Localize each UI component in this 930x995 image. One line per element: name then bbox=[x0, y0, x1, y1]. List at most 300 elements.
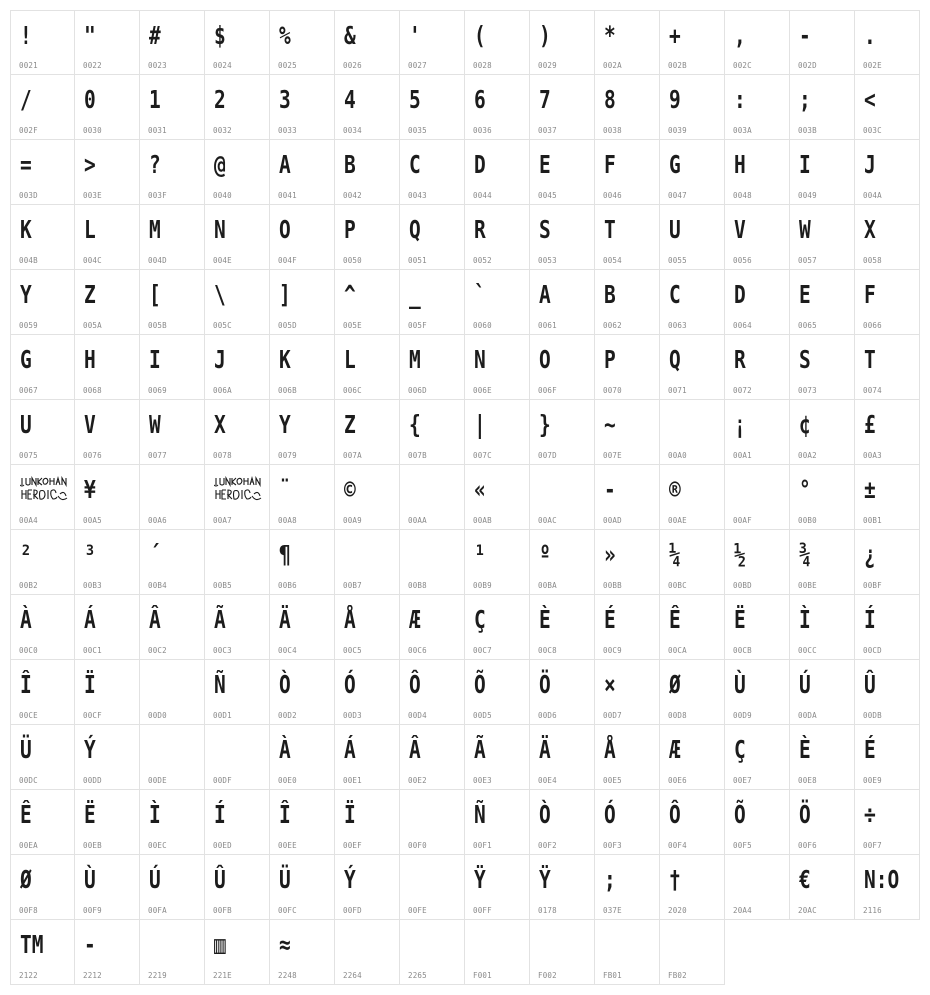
glyph-codepoint: 00E4 bbox=[538, 776, 557, 785]
glyph-cell bbox=[595, 660, 660, 725]
glyph-cell bbox=[725, 725, 790, 790]
glyph-codepoint: 00BE bbox=[798, 581, 817, 590]
glyph-codepoint: 00ED bbox=[213, 841, 232, 850]
glyph-codepoint: 0054 bbox=[603, 256, 622, 265]
glyph-cell bbox=[595, 465, 660, 530]
glyph-codepoint: 00DB bbox=[863, 711, 882, 720]
glyph-cell bbox=[10, 270, 75, 335]
glyph-cell bbox=[660, 530, 725, 595]
glyph-codepoint: 007E bbox=[603, 451, 622, 460]
glyph-cell bbox=[855, 530, 920, 595]
glyph-cell bbox=[140, 660, 205, 725]
glyph-codepoint: 2264 bbox=[343, 971, 362, 980]
glyph-codepoint: 006F bbox=[538, 386, 557, 395]
glyph-codepoint: 00B1 bbox=[863, 516, 882, 525]
glyph-codepoint: 0074 bbox=[863, 386, 882, 395]
glyph-codepoint: 004F bbox=[278, 256, 297, 265]
glyph-codepoint: 00B4 bbox=[148, 581, 167, 590]
glyph-codepoint: 00F5 bbox=[733, 841, 752, 850]
glyph-cell bbox=[140, 920, 205, 985]
glyph-codepoint: 0065 bbox=[798, 321, 817, 330]
glyph-char: Ý bbox=[344, 865, 356, 894]
glyph-char: F bbox=[864, 280, 876, 309]
glyph-codepoint: 00F6 bbox=[798, 841, 817, 850]
glyph-cell bbox=[725, 595, 790, 660]
glyph-codepoint: 00EE bbox=[278, 841, 297, 850]
glyph-cell bbox=[530, 790, 595, 855]
glyph-char: 4 bbox=[344, 85, 356, 114]
glyph-codepoint: 00D4 bbox=[408, 711, 427, 720]
glyph-codepoint: 00CC bbox=[798, 646, 817, 655]
glyph-char: A bbox=[279, 150, 291, 179]
glyph-codepoint: 00B9 bbox=[473, 581, 492, 590]
glyph-char: " bbox=[84, 21, 96, 50]
glyph-cell bbox=[465, 205, 530, 270]
glyph-cell bbox=[855, 205, 920, 270]
glyph-codepoint: 0068 bbox=[83, 386, 102, 395]
glyph-cell bbox=[140, 335, 205, 400]
glyph-codepoint: 00E7 bbox=[733, 776, 752, 785]
glyph-codepoint: 00BB bbox=[603, 581, 622, 590]
glyph-char: Ù bbox=[84, 865, 96, 894]
glyph-codepoint: 0069 bbox=[148, 386, 167, 395]
glyph-codepoint: 00CF bbox=[83, 711, 102, 720]
glyph-codepoint: 00AB bbox=[473, 516, 492, 525]
glyph-codepoint: 2116 bbox=[863, 906, 882, 915]
glyph-char: ? bbox=[149, 150, 161, 179]
glyph-codepoint: 2265 bbox=[408, 971, 427, 980]
glyph-codepoint: 0061 bbox=[538, 321, 557, 330]
glyph-cell bbox=[75, 855, 140, 920]
glyph-cell bbox=[10, 140, 75, 205]
glyph-codepoint: 0023 bbox=[148, 61, 167, 70]
glyph-char: Ü bbox=[20, 735, 32, 764]
glyph-cell bbox=[140, 725, 205, 790]
glyph-cell bbox=[205, 595, 270, 660]
glyph-codepoint: 2122 bbox=[19, 971, 38, 980]
glyph-char: † bbox=[669, 865, 681, 894]
glyph-cell bbox=[725, 335, 790, 400]
glyph-codepoint: 00F2 bbox=[538, 841, 557, 850]
glyph-codepoint: 0075 bbox=[19, 451, 38, 460]
glyph-cell bbox=[855, 335, 920, 400]
glyph-codepoint: 0051 bbox=[408, 256, 427, 265]
glyph-codepoint: 00F3 bbox=[603, 841, 622, 850]
glyph-codepoint: 00D3 bbox=[343, 711, 362, 720]
glyph-codepoint: 0031 bbox=[148, 126, 167, 135]
glyph-cell bbox=[400, 465, 465, 530]
glyph-char: D bbox=[734, 280, 746, 309]
glyph-cell bbox=[140, 205, 205, 270]
glyph-cell bbox=[660, 790, 725, 855]
glyph-cell bbox=[530, 140, 595, 205]
glyph-char: » bbox=[604, 540, 616, 569]
glyph-char: Ò bbox=[279, 670, 291, 699]
glyph-codepoint: 0178 bbox=[538, 906, 557, 915]
glyph-cell bbox=[270, 140, 335, 205]
glyph-char: Ô bbox=[669, 800, 681, 829]
glyph-char: A bbox=[539, 280, 551, 309]
glyph-codepoint: 00C6 bbox=[408, 646, 427, 655]
glyph-char: W bbox=[799, 215, 811, 244]
glyph-cell bbox=[205, 10, 270, 75]
glyph-cell bbox=[335, 530, 400, 595]
glyph-codepoint: 0039 bbox=[668, 126, 687, 135]
glyph-cell bbox=[10, 530, 75, 595]
glyph-cell bbox=[10, 10, 75, 75]
glyph-cell bbox=[75, 660, 140, 725]
glyph-cell bbox=[595, 270, 660, 335]
glyph-codepoint: 00FC bbox=[278, 906, 297, 915]
glyph-cell bbox=[855, 595, 920, 660]
glyph-char: Ä bbox=[539, 735, 551, 764]
glyph-char: - bbox=[799, 21, 811, 50]
glyph-codepoint: 00BA bbox=[538, 581, 557, 590]
glyph-codepoint: 002D bbox=[798, 61, 817, 70]
glyph-cell bbox=[855, 725, 920, 790]
glyph-char: Á bbox=[84, 605, 96, 634]
glyph-cell bbox=[465, 595, 530, 660]
glyph-codepoint: 003D bbox=[19, 191, 38, 200]
glyph-cell bbox=[660, 920, 725, 985]
glyph-cell bbox=[855, 465, 920, 530]
glyph-char: À bbox=[279, 735, 291, 764]
glyph-cell bbox=[465, 400, 530, 465]
glyph-char: ¡ bbox=[734, 410, 746, 439]
glyph-cell bbox=[205, 530, 270, 595]
glyph-char: ¼ bbox=[669, 540, 681, 569]
glyph-char: Q bbox=[409, 215, 421, 244]
glyph-cell bbox=[335, 335, 400, 400]
glyph-cell bbox=[790, 790, 855, 855]
glyph-cell bbox=[270, 400, 335, 465]
glyph-cell bbox=[465, 140, 530, 205]
glyph-cell bbox=[465, 75, 530, 140]
glyph-codepoint: 2219 bbox=[148, 971, 167, 980]
glyph-codepoint: 00C4 bbox=[278, 646, 297, 655]
glyph-char: { bbox=[409, 410, 421, 439]
glyph-codepoint: 005B bbox=[148, 321, 167, 330]
glyph-codepoint: 0021 bbox=[19, 61, 38, 70]
glyph-cell bbox=[140, 400, 205, 465]
glyph-char: ÷ bbox=[864, 800, 876, 829]
glyph-cell bbox=[140, 465, 205, 530]
glyph-char: @ bbox=[214, 150, 226, 179]
glyph-codepoint: 00AA bbox=[408, 516, 427, 525]
glyph-char: Ï bbox=[344, 800, 356, 829]
glyph-codepoint: 0046 bbox=[603, 191, 622, 200]
glyph-char: G bbox=[20, 345, 32, 374]
glyph-cell bbox=[725, 660, 790, 725]
glyph-codepoint: 00B5 bbox=[213, 581, 232, 590]
glyph-codepoint: 004A bbox=[863, 191, 882, 200]
glyph-char: Å bbox=[344, 605, 356, 634]
glyph-codepoint: 00DA bbox=[798, 711, 817, 720]
glyph-char: ± bbox=[864, 475, 876, 504]
glyph-codepoint: 005E bbox=[343, 321, 362, 330]
glyph-codepoint: 00DD bbox=[83, 776, 102, 785]
glyph-cell bbox=[530, 725, 595, 790]
glyph-cell bbox=[205, 400, 270, 465]
glyph-codepoint: 00D9 bbox=[733, 711, 752, 720]
glyph-char: Ö bbox=[799, 800, 811, 829]
glyph-cell bbox=[595, 10, 660, 75]
glyph-cell bbox=[75, 920, 140, 985]
glyph-cell bbox=[660, 205, 725, 270]
glyph-char: R bbox=[734, 345, 746, 374]
glyph-cell bbox=[400, 400, 465, 465]
glyph-codepoint: 0076 bbox=[83, 451, 102, 460]
glyph-codepoint: 007C bbox=[473, 451, 492, 460]
glyph-char: ° bbox=[799, 475, 811, 504]
glyph-char: ¨ bbox=[279, 475, 291, 504]
glyph-char: Z bbox=[84, 280, 96, 309]
glyph-char: : bbox=[734, 85, 746, 114]
glyph-cell bbox=[270, 725, 335, 790]
glyph-char: Ã bbox=[214, 605, 226, 634]
glyph-codepoint: 00FE bbox=[408, 906, 427, 915]
glyph-codepoint: 00EB bbox=[83, 841, 102, 850]
glyph-cell bbox=[400, 140, 465, 205]
glyph-codepoint: 0050 bbox=[343, 256, 362, 265]
glyph-cell bbox=[140, 790, 205, 855]
glyph-char: W bbox=[149, 410, 161, 439]
glyph-codepoint: 00D6 bbox=[538, 711, 557, 720]
glyph-codepoint: 00FD bbox=[343, 906, 362, 915]
glyph-char: Y bbox=[279, 410, 291, 439]
glyph-cell bbox=[75, 335, 140, 400]
glyph-char: V bbox=[734, 215, 746, 244]
glyph-codepoint: 0026 bbox=[343, 61, 362, 70]
glyph-codepoint: 00DC bbox=[19, 776, 38, 785]
glyph-char: ) bbox=[539, 21, 551, 50]
glyph-char: U bbox=[20, 410, 32, 439]
glyph-cell bbox=[725, 75, 790, 140]
glyph-codepoint: 0070 bbox=[603, 386, 622, 395]
glyph-cell bbox=[75, 790, 140, 855]
glyph-cell bbox=[205, 75, 270, 140]
glyph-char: . bbox=[864, 21, 876, 50]
glyph-cell bbox=[75, 205, 140, 270]
glyph-cell bbox=[530, 920, 595, 985]
glyph-cell bbox=[270, 920, 335, 985]
glyph-char: Á bbox=[344, 735, 356, 764]
glyph-cell bbox=[595, 205, 660, 270]
glyph-char: É bbox=[864, 735, 876, 764]
glyph-cell bbox=[270, 855, 335, 920]
glyph-cell bbox=[790, 725, 855, 790]
glyph-codepoint: 00AC bbox=[538, 516, 557, 525]
glyph-char: = bbox=[20, 150, 32, 179]
glyph-cell bbox=[75, 725, 140, 790]
glyph-char: U bbox=[669, 215, 681, 244]
glyph-codepoint: 0063 bbox=[668, 321, 687, 330]
glyph-char: ▥ bbox=[214, 930, 226, 959]
glyph-codepoint: 0071 bbox=[668, 386, 687, 395]
glyph-cell bbox=[465, 530, 530, 595]
glyph-codepoint: 00F0 bbox=[408, 841, 427, 850]
glyph-codepoint: 00B8 bbox=[408, 581, 427, 590]
glyph-codepoint: 00A8 bbox=[278, 516, 297, 525]
glyph-cell bbox=[530, 335, 595, 400]
glyph-codepoint: 003A bbox=[733, 126, 752, 135]
glyph-cell bbox=[595, 920, 660, 985]
glyph-char: Ï bbox=[84, 670, 96, 699]
glyph-char: N bbox=[474, 345, 486, 374]
glyph-cell bbox=[205, 465, 270, 530]
glyph-char: Ç bbox=[734, 735, 746, 764]
glyph-cell bbox=[725, 400, 790, 465]
glyph-char: ^ bbox=[344, 280, 356, 309]
glyph-char: Ø bbox=[20, 865, 32, 894]
glyph-char: Ÿ bbox=[539, 865, 551, 894]
glyph-cell bbox=[140, 140, 205, 205]
glyph-codepoint: 00F8 bbox=[19, 906, 38, 915]
glyph-cell bbox=[140, 10, 205, 75]
glyph-cell bbox=[855, 75, 920, 140]
glyph-cell bbox=[400, 530, 465, 595]
glyph-char: S bbox=[539, 215, 551, 244]
glyph-codepoint: 0022 bbox=[83, 61, 102, 70]
glyph-cell bbox=[140, 855, 205, 920]
glyph-codepoint: 0041 bbox=[278, 191, 297, 200]
glyph-cell bbox=[335, 660, 400, 725]
glyph-char: Í bbox=[214, 800, 226, 829]
glyph-cell bbox=[465, 790, 530, 855]
glyph-codepoint: 0033 bbox=[278, 126, 297, 135]
glyph-cell bbox=[335, 465, 400, 530]
glyph-char: º bbox=[539, 540, 551, 569]
glyph-char: I bbox=[799, 150, 811, 179]
glyph-cell bbox=[855, 400, 920, 465]
glyph-codepoint: 221E bbox=[213, 971, 232, 980]
glyph-codepoint: 0073 bbox=[798, 386, 817, 395]
glyph-char: X bbox=[864, 215, 876, 244]
glyph-char: Í bbox=[864, 605, 876, 634]
glyph-cell bbox=[400, 920, 465, 985]
glyph-char: F bbox=[604, 150, 616, 179]
glyph-cell bbox=[400, 10, 465, 75]
glyph-cell bbox=[790, 660, 855, 725]
glyph-codepoint: 0025 bbox=[278, 61, 297, 70]
glyph-cell bbox=[270, 270, 335, 335]
glyph-cell bbox=[205, 725, 270, 790]
glyph-cell bbox=[790, 75, 855, 140]
glyph-cell bbox=[10, 920, 75, 985]
glyph-char: ` bbox=[474, 280, 486, 309]
glyph-codepoint: 00CE bbox=[19, 711, 38, 720]
glyph-cell bbox=[790, 595, 855, 660]
glyph-codepoint: 0032 bbox=[213, 126, 232, 135]
glyph-cell bbox=[660, 725, 725, 790]
glyph-codepoint: 00A4 bbox=[19, 516, 38, 525]
glyph-char: M bbox=[409, 345, 421, 374]
glyph-codepoint: 0045 bbox=[538, 191, 557, 200]
glyph-codepoint: 0036 bbox=[473, 126, 492, 135]
glyph-cell bbox=[10, 790, 75, 855]
font-logo-image bbox=[20, 474, 68, 509]
glyph-char: Ì bbox=[149, 800, 161, 829]
glyph-cell bbox=[10, 855, 75, 920]
glyph-char: Ì bbox=[799, 605, 811, 634]
glyph-cell bbox=[660, 335, 725, 400]
glyph-codepoint: 00F4 bbox=[668, 841, 687, 850]
glyph-char: X bbox=[214, 410, 226, 439]
glyph-char: Î bbox=[279, 800, 291, 829]
glyph-cell bbox=[855, 855, 920, 920]
glyph-codepoint: 00BF bbox=[863, 581, 882, 590]
glyph-cell bbox=[530, 465, 595, 530]
glyph-cell bbox=[75, 465, 140, 530]
glyph-codepoint: 0034 bbox=[343, 126, 362, 135]
glyph-codepoint: 2248 bbox=[278, 971, 297, 980]
glyph-char: _ bbox=[409, 280, 421, 309]
glyph-char: > bbox=[84, 150, 96, 179]
glyph-codepoint: 00EF bbox=[343, 841, 362, 850]
glyph-char: | bbox=[474, 410, 486, 439]
glyph-cell bbox=[400, 270, 465, 335]
glyph-codepoint: 00C1 bbox=[83, 646, 102, 655]
glyph-codepoint: 00D1 bbox=[213, 711, 232, 720]
glyph-codepoint: 20A4 bbox=[733, 906, 752, 915]
glyph-codepoint: 00AD bbox=[603, 516, 622, 525]
glyph-codepoint: 005C bbox=[213, 321, 232, 330]
glyph-codepoint: 00A1 bbox=[733, 451, 752, 460]
glyph-codepoint: 006A bbox=[213, 386, 232, 395]
glyph-char: * bbox=[604, 21, 616, 50]
glyph-cell bbox=[595, 75, 660, 140]
glyph-char: € bbox=[799, 865, 811, 894]
glyph-cell bbox=[530, 530, 595, 595]
glyph-cell bbox=[10, 465, 75, 530]
glyph-char: Â bbox=[149, 605, 161, 634]
glyph-char: TM bbox=[20, 930, 44, 959]
glyph-char: & bbox=[344, 21, 356, 50]
glyph-codepoint: 0024 bbox=[213, 61, 232, 70]
glyph-cell bbox=[530, 75, 595, 140]
glyph-char: \ bbox=[214, 280, 226, 309]
glyph-codepoint: 00BD bbox=[733, 581, 752, 590]
glyph-codepoint: 002A bbox=[603, 61, 622, 70]
glyph-cell bbox=[335, 920, 400, 985]
glyph-cell bbox=[205, 920, 270, 985]
glyph-codepoint: 00C5 bbox=[343, 646, 362, 655]
glyph-cell bbox=[660, 465, 725, 530]
glyph-codepoint: 20AC bbox=[798, 906, 817, 915]
glyph-codepoint: 005A bbox=[83, 321, 102, 330]
glyph-codepoint: 0053 bbox=[538, 256, 557, 265]
glyph-char: P bbox=[604, 345, 616, 374]
glyph-char: É bbox=[604, 605, 616, 634]
glyph-codepoint: 00C7 bbox=[473, 646, 492, 655]
glyph-char: $ bbox=[214, 21, 226, 50]
glyph-char: Æ bbox=[409, 605, 421, 634]
glyph-codepoint: 00E3 bbox=[473, 776, 492, 785]
glyph-cell bbox=[595, 400, 660, 465]
glyph-char: ! bbox=[20, 21, 32, 50]
glyph-cell bbox=[75, 140, 140, 205]
glyph-char: ' bbox=[409, 21, 421, 50]
glyph-char: Ë bbox=[734, 605, 746, 634]
glyph-cell bbox=[530, 270, 595, 335]
glyph-codepoint: 0048 bbox=[733, 191, 752, 200]
glyph-char: 1 bbox=[149, 85, 161, 114]
glyph-char: Ý bbox=[84, 735, 96, 764]
glyph-char: + bbox=[669, 21, 681, 50]
glyph-cell bbox=[530, 205, 595, 270]
glyph-codepoint: 0064 bbox=[733, 321, 752, 330]
glyph-cell bbox=[855, 790, 920, 855]
